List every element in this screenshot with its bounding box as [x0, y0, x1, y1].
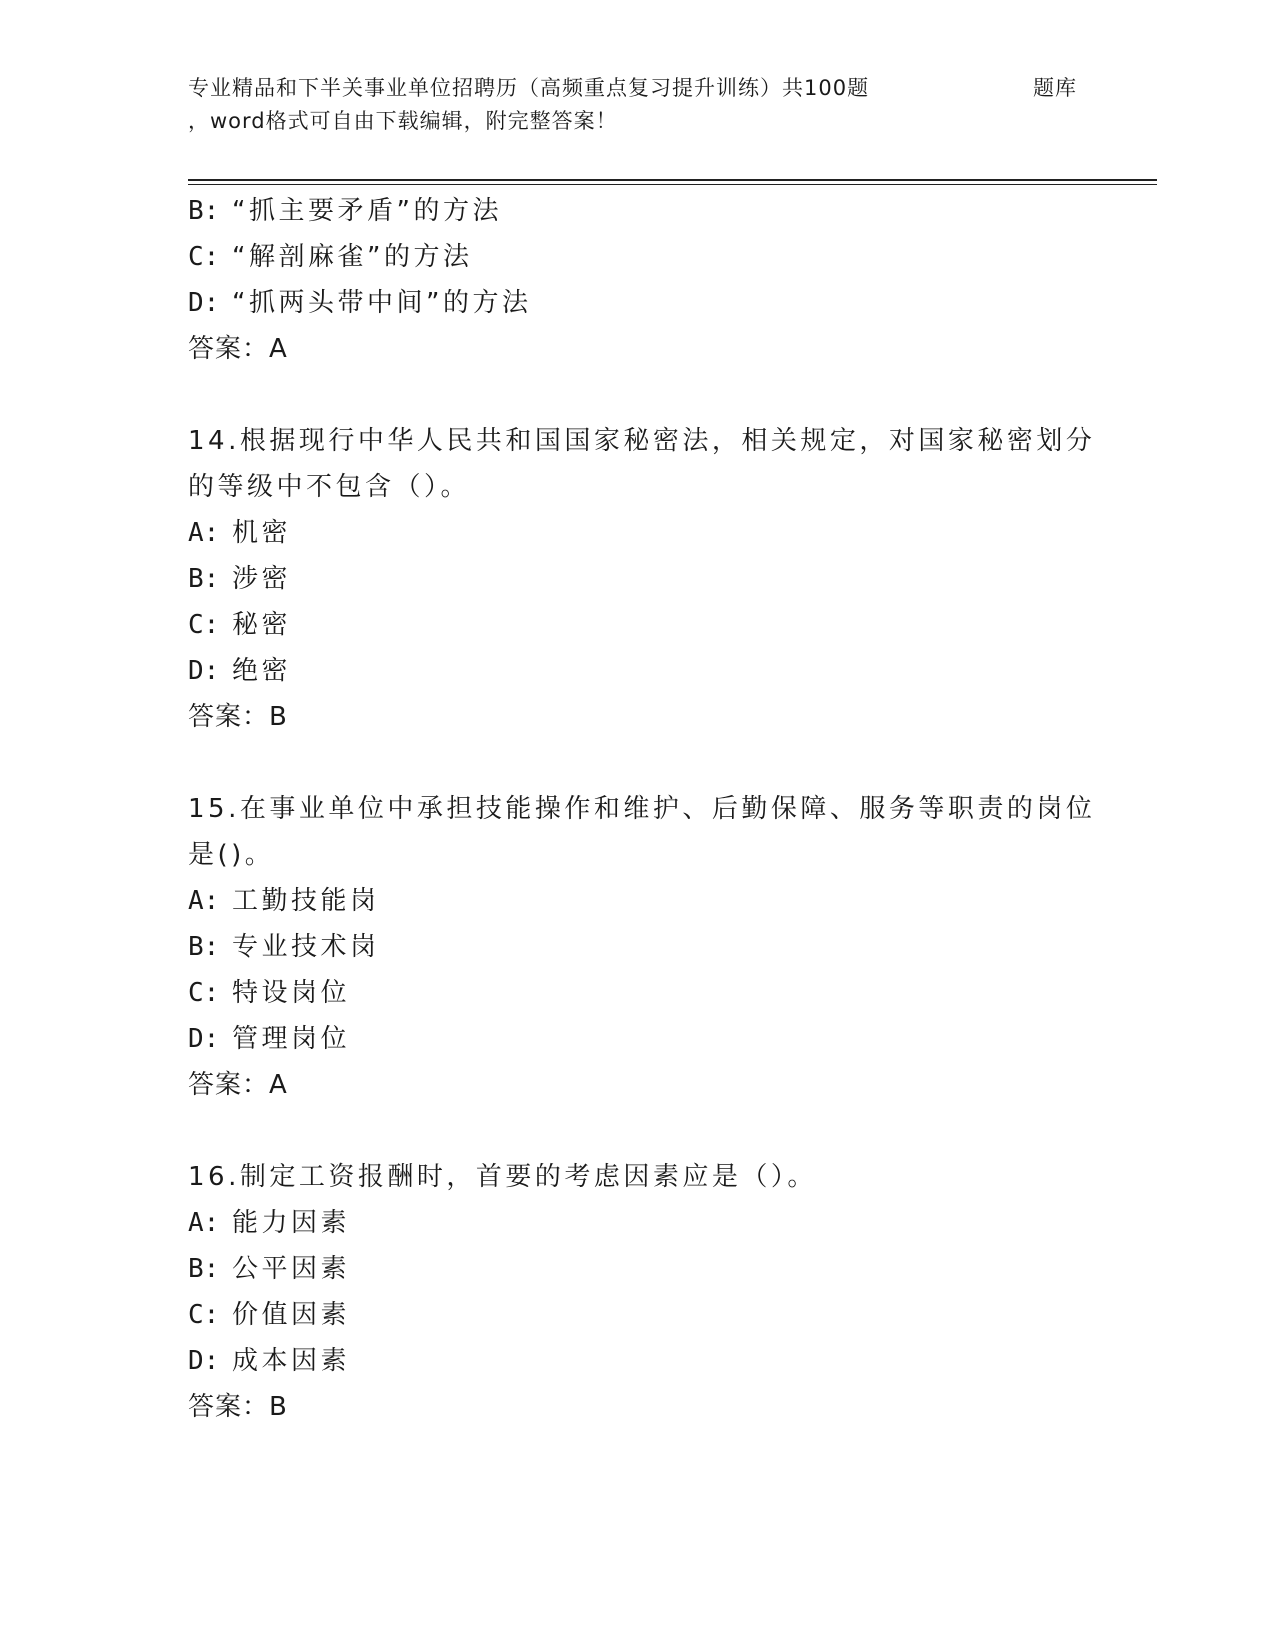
question-number: 14.: [188, 426, 240, 456]
option-letter: D:: [188, 1024, 220, 1054]
option-text: “抓两头带中间”的方法: [232, 288, 532, 318]
option-text: 成本因素: [232, 1346, 351, 1376]
option-b: [188, 188, 1088, 234]
option-letter: C:: [188, 1300, 220, 1330]
option-text: 工勤技能岗: [232, 886, 380, 916]
option-letter: C:: [188, 242, 220, 272]
spacer: [188, 740, 1088, 786]
header-subtitle: ，word格式可自由下载编辑，附完整答案！: [188, 109, 618, 133]
header-divider-thin: [188, 184, 1157, 185]
answer-value: A: [269, 334, 288, 364]
option-d: [188, 1338, 1088, 1384]
header-title: 专业精品和下半关事业单位招聘历（高频重点复习提升训练）共100题: [188, 76, 870, 100]
answer-label: 答案：: [188, 1392, 270, 1422]
header-tag: 题库: [1033, 76, 1077, 100]
option-letter: B:: [188, 1254, 220, 1284]
option-d: [188, 1016, 1088, 1062]
option-b: [188, 556, 1088, 602]
option-letter: A:: [188, 886, 220, 916]
question-number: 16.: [188, 1162, 240, 1192]
answer-value: B: [269, 702, 288, 732]
answer-value: B: [269, 1392, 288, 1422]
answer-line: [188, 1062, 1088, 1108]
question-text-line: 是()。: [188, 840, 275, 870]
spacer: [188, 372, 1088, 418]
option-d: [188, 648, 1088, 694]
answer-label: 答案：: [188, 1070, 270, 1100]
question-16: [188, 1154, 1088, 1430]
question-15: [188, 786, 1096, 1108]
question-text: 根据现行中华人民共和国国家秘密法，相关规定，对国家秘密划分: [239, 426, 1096, 456]
option-letter: B:: [188, 564, 220, 594]
answer-label: 答案：: [188, 334, 270, 364]
option-letter: B:: [188, 196, 220, 226]
question-text-line: [188, 786, 1096, 832]
option-a: [188, 510, 1088, 556]
answer-value: A: [269, 1070, 288, 1100]
answer-line: [188, 1384, 1088, 1430]
option-text: 机密: [232, 518, 292, 548]
option-d: [188, 280, 1088, 326]
option-text: 秘密: [232, 610, 292, 640]
header-title-line: [188, 72, 1108, 105]
option-text: 涉密: [232, 564, 292, 594]
option-letter: D:: [188, 1346, 220, 1376]
option-b: [188, 1246, 1088, 1292]
option-text: “抓主要矛盾”的方法: [232, 196, 502, 226]
option-letter: C:: [188, 978, 220, 1008]
spacer: [188, 1108, 1088, 1154]
option-text: 特设岗位: [232, 978, 351, 1008]
option-text: 能力因素: [232, 1208, 351, 1238]
option-text: 公平因素: [232, 1254, 351, 1284]
option-b: [188, 924, 1088, 970]
answer-line: [188, 694, 1088, 740]
option-c: [188, 234, 1088, 280]
option-letter: A:: [188, 518, 220, 548]
option-a: [188, 1200, 1088, 1246]
option-c: [188, 1292, 1088, 1338]
option-text: “解剖麻雀”的方法: [232, 242, 473, 272]
question-number: 15.: [188, 794, 240, 824]
answer-label: 答案：: [188, 702, 270, 732]
option-text: 价值因素: [232, 1300, 351, 1330]
question-text: 在事业单位中承担技能操作和维护、后勤保障、服务等职责的岗位: [239, 794, 1096, 824]
option-c: [188, 602, 1088, 648]
question-13: [188, 188, 1088, 372]
option-letter: A:: [188, 1208, 220, 1238]
option-text: 专业技术岗: [232, 932, 380, 962]
option-c: [188, 970, 1088, 1016]
question-text-line: [188, 418, 1096, 464]
option-letter: D:: [188, 656, 220, 686]
option-letter: B:: [188, 932, 220, 962]
header-divider-thick: [188, 179, 1157, 181]
question-text-line: 的等级中不包含（）。: [188, 472, 471, 502]
option-letter: D:: [188, 288, 220, 318]
question-14: [188, 418, 1096, 740]
answer-line: [188, 326, 1088, 372]
option-text: 绝密: [232, 656, 292, 686]
page-header: [188, 72, 1108, 138]
question-text: 制定工资报酬时，首要的考虑因素应是（）。: [239, 1162, 817, 1192]
option-letter: C:: [188, 610, 220, 640]
option-a: [188, 878, 1088, 924]
question-text-line: [188, 1154, 1088, 1200]
option-text: 管理岗位: [232, 1024, 351, 1054]
question-content: [188, 188, 1096, 1430]
